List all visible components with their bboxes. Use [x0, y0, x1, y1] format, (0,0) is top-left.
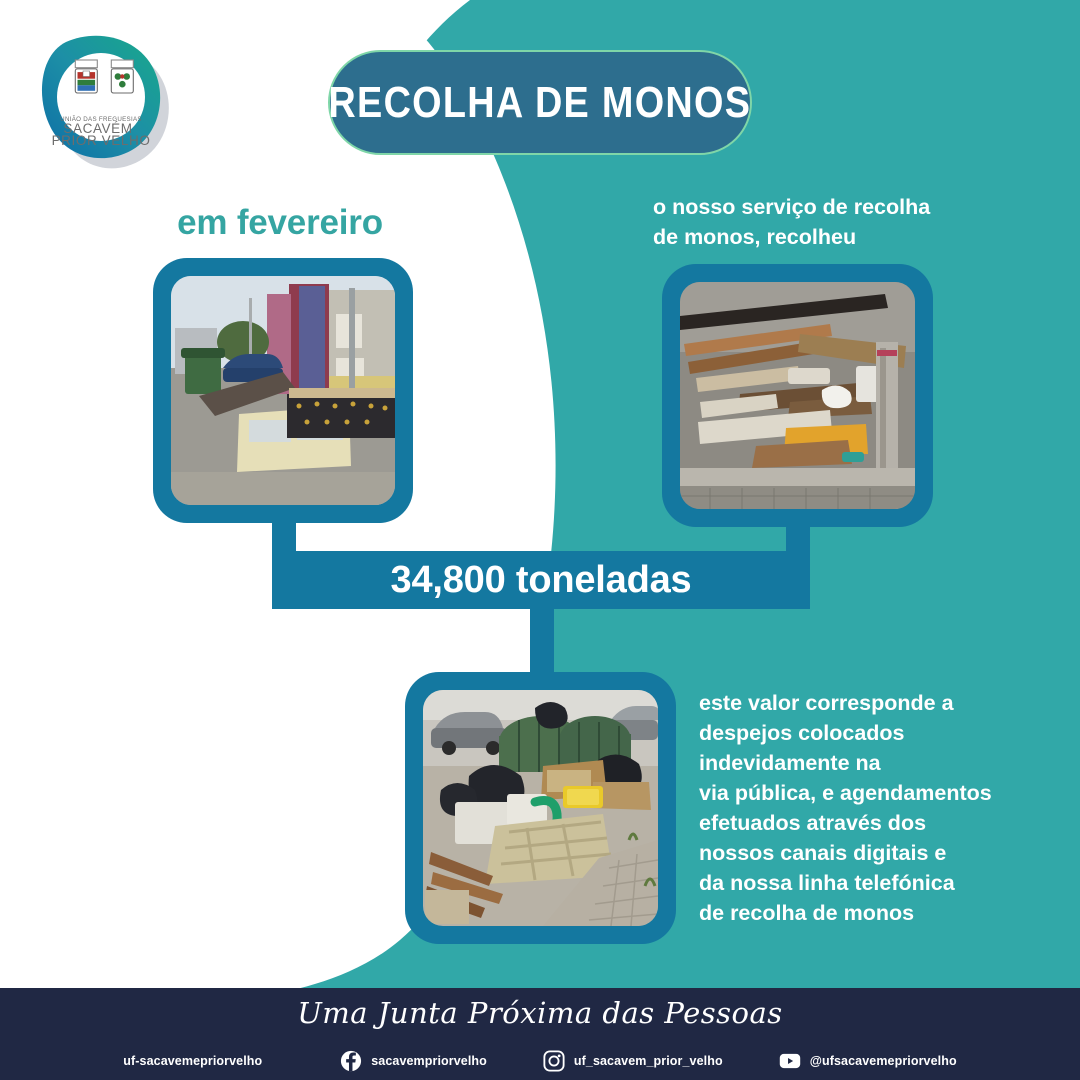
social-instagram[interactable]	[543, 1050, 723, 1072]
body-text-line-2: despejos colocados	[699, 721, 905, 745]
youtube-icon	[779, 1050, 801, 1072]
social-facebook[interactable]	[340, 1050, 487, 1072]
youtube-handle: @ufsacavemepriorvelho	[809, 1054, 957, 1068]
footer	[0, 988, 1080, 1080]
photo-frame-2	[662, 264, 933, 527]
logo-line-1: UNIÃO DAS FREGUESIAS	[60, 116, 142, 123]
facebook-handle: sacavempriorvelho	[371, 1054, 487, 1068]
logo-line-2: SACAVÉM	[63, 121, 133, 136]
photo-frame-1	[153, 258, 413, 523]
photo-frame-3	[405, 672, 676, 944]
stat-value: 34,800 toneladas	[390, 558, 692, 601]
instagram-handle: uf_sacavem_prior_velho	[573, 1054, 723, 1068]
stat-banner	[272, 551, 810, 609]
photo-street-bulky-waste	[171, 276, 395, 505]
body-text-line-7: da nossa linha telefónica	[699, 871, 955, 895]
body-text-line-6: nossos canais digitais e	[699, 841, 947, 865]
body-text-line-5: efetuados através dos	[699, 811, 927, 835]
logo-line-3: PRIOR VELHO	[51, 133, 151, 148]
intro-text-line-1: o nosso serviço de recolha	[653, 195, 931, 219]
page-title: RECOLHA DE MONOS	[328, 77, 752, 127]
body-text	[699, 688, 1039, 928]
body-text-line-4: via pública, e agendamentos	[699, 781, 992, 805]
website-handle: uf-sacavemepriorvelho	[123, 1054, 263, 1068]
instagram-icon	[543, 1050, 565, 1072]
kicker-month: em fevereiro	[177, 203, 383, 242]
social-youtube[interactable]	[779, 1050, 957, 1072]
footer-tagline: Uma Junta Próxima das Pessoas	[297, 996, 783, 1030]
social-website[interactable]	[123, 1054, 262, 1068]
photo-bags-containers	[423, 690, 658, 926]
connector-left	[272, 523, 296, 553]
uniao-das-freguesias-logo	[30, 28, 176, 174]
body-text-line-3: indevidamente na	[699, 751, 881, 775]
photo-debris-pile	[680, 282, 915, 509]
page-title-pill	[328, 50, 752, 155]
connector-down	[530, 608, 554, 678]
body-text-line-1: este valor corresponde a	[699, 691, 954, 715]
facebook-icon	[340, 1050, 362, 1072]
intro-text	[653, 192, 983, 252]
footer-social-row	[0, 1046, 1080, 1076]
connector-right	[786, 527, 810, 553]
body-text-line-8: de recolha de monos	[699, 901, 915, 925]
intro-text-line-2: de monos, recolheu	[653, 225, 857, 249]
